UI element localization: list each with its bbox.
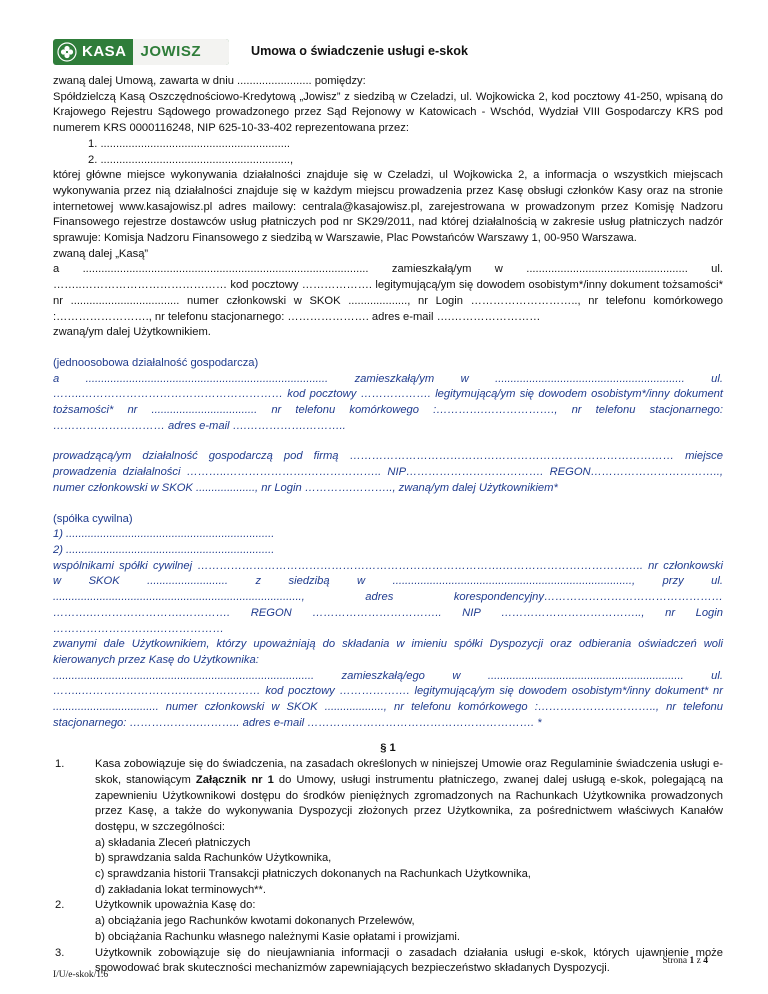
current-page: 1 [689, 956, 695, 966]
item-1-text-post: do Umowy, usługi instrumentu płatniczego, zwanej dalej usługą e-skok, polegającą na zapewnieniu Użytkownikowi dostępu do środków pieniężnych zgromadzonych na Rachunkach Użytkownika prowadzonych przez Kasę, a także do wykonywania Dyspozycji złożonych przez Użytkownika, za pośrednictwem właściwych Kanałów dostępu, w szczególności: [95, 773, 723, 833]
user-alias: zwaną/ym dalej Użytkownikiem. [53, 326, 211, 339]
sub-item: b) sprawdzania salda Rachunków Użytkownika, [95, 852, 332, 865]
page-label: Strona [662, 956, 688, 966]
kasa-alias: zwaną dalej „Kasą” [53, 247, 149, 260]
document-version: I/U/e-skok/1.6 [53, 970, 109, 980]
item-1-text-pre: Kasa zobowiązuje się do świadczenia, na zasadach określonych w niniejszej Umowie oraz Regulaminie świadczenia usługi e-skok, stanowiącym [95, 758, 723, 786]
clover-logo-icon [57, 42, 77, 62]
civil-heading: (spółka cywilna) [53, 512, 133, 525]
page-number [662, 954, 708, 970]
item-2-text: Użytkownik upoważnia Kasę do: [95, 899, 256, 912]
document-title: Umowa o świadczenie usługi e-skok [251, 44, 468, 59]
intro-main-paragraph: której główne miejsce wykonywania działalności znajduje się w Czeladzi, ul Wojkowicka 2, a informacja o wszystkich miejscach wykonywania przez nią działalności znajduje się w każdym miejscu prowadzenia przez Kasę obsługi członków Kasy oraz na stronie internetowej www.kasajowisz.pl adres mailowy: centrala@kasajowisz.pl, zarejestrowana w prowadzonym przez Komisję Nadzoru Finansowego rejestrze dostawców usług płatniczych pod nr SK29/2011, nad której działalnością w zakresie usług płatniczych nadzór sprawuje: Komisja Nadzoru Finansowego z siedzibą w Warszawie, Plac Powstańców Warszawy 1, 00-950 Warszawa. [53, 169, 723, 245]
sole-heading: (jednoosobowa działalność gospodarcza) [53, 356, 259, 369]
representative-2: 2. ............................................................., [88, 153, 294, 166]
civil-partner-2: 2) ................................................................... [53, 543, 275, 556]
attachment-reference: Załącznik nr 1 [195, 773, 274, 786]
section-1-body [53, 757, 723, 977]
civil-partners-paragraph: wspólnikami spółki cywilnej ……………………………………………………………………….……………………………….. nr członkowski w SKOK .......................... z siedzibą w ............................................................................., przy ul. ................................................................................, adres korespondencyjny………………………………………… ……….…………………….…………. REGON …………………………….. NIP ……………………………….., nr Login ……………………….……………… [53, 559, 723, 635]
sub-item: c) sprawdzania historii Transakcji płatniczych dokonanych na Rachunkach Użytkownika, [95, 868, 531, 881]
sub-item: b) obciążania Rachunku własnego należnymi Kasie opłatami i prowizjami. [95, 930, 461, 943]
user-person-paragraph: a ............................................................................................ zamieszkałą/ym w .................................................... ul. ……..………………………………… kod pocztowy ………………. legitymującą/ym się dowodem osobistym*/inny dokument tożsamości* nr ................................... numer członkowski w SKOK ..................., nr Login ……………………….., nr telefonu komórkowego :……………………., nr telefonu stacjonarnego: …………………. adres e-mail ….…………………… [53, 263, 723, 323]
section-1-item-2 [53, 898, 723, 945]
item-number: 1. [55, 758, 65, 771]
logo-kasa-text: KASA [82, 43, 127, 61]
kasa-jowisz-logo [53, 39, 229, 65]
intro-section [53, 74, 723, 341]
sole-business-paragraph: prowadzącą/ym działalność gospodarczą pod firmą …………………………………………………………………………… miejsce prowadzenia działalności ………..………………….……………….. NIP………………………………. REGON…………………………….., numer członkowski w SKOK ..................., nr Login ………….……….., zwaną/ym dalej Użytkownikiem* [53, 450, 723, 494]
civil-partner-1: 1) ................................................................... [53, 528, 275, 541]
logo-jowisz-text: JOWISZ [133, 39, 229, 65]
total-pages: 4 [703, 956, 708, 966]
sub-item: d) zakładania lokat terminowych**. [95, 883, 267, 896]
document-header [53, 36, 723, 68]
sole-proprietorship-section [53, 356, 723, 497]
sub-item: a) obciążania jego Rachunków kwotami dokonanych Przelewów, [95, 915, 415, 928]
document-page [53, 36, 723, 977]
intro-line-1: zwaną dalej Umową, zawarta w dniu ........................ pomiędzy: [53, 75, 366, 87]
sub-item: a) składania Zleceń płatniczych [95, 836, 251, 849]
page-of: z [696, 956, 701, 966]
item-number: 2. [55, 899, 65, 912]
section-1-item-3 [53, 946, 723, 977]
civil-authorization-paragraph: zwanymi dale Użytkownikiem, którzy upoważniają do składania w imieniu spółki Dyspozycji oraz odbierania oświadczeń woli kierowanych przez Kasę do Użytkownika: [53, 638, 723, 666]
civil-person-paragraph: .................................................................................... zamieszkałą/ego w ............................................................... ul. ……..………………………………………… kod pocztowy ………………. legitymującą/ym się dowodem osobistym*/inny dokument* nr .................................. numer członkowski w SKOK ..................., nr telefonu komórkowego :………………………….., nr telefonu stacjonarnego: ……………….……….. adres e-mail ……………………………………………………. * [53, 669, 723, 729]
section-1-item-1 [53, 757, 723, 898]
item-3-text: Użytkownik zobowiązuje się do nieujawniania informacji o zasadach działania usługi e-skok, których ujawnienie może spowodować brak skuteczności mechanizmów zapewniających bezpieczeństwo składanych Dyspozycji. [95, 946, 723, 975]
item-number: 3. [55, 946, 65, 959]
sole-person-paragraph: a .............................................................................. zamieszkałą/ym w ............................................................. ul. ……..……………………………………………… kod pocztowy ………………. legitymującą/ym się dowodem osobistym*/inny dokument tożsamości* nr .................................. nr telefonu komórkowego :………….………………., nr telefonu stacjonarnego: ………………………… adres e-mail ….…………….……….. [53, 372, 723, 432]
civil-partnership-section [53, 512, 723, 732]
section-1-title: § 1 [380, 742, 396, 755]
representative-1: 1. ............................................................. [88, 137, 291, 150]
intro-line-2: Spółdzielczą Kasą Oszczędnościowo-Kredytową „Jowisz” z siedzibą w Czeladzi, ul. Wojkowicka 2, kod pocztowy 41-250, wpisaną do Krajowego Rejestru Sądowego prowadzonego przez Sąd Rejonowy w Katowicach - Wschód, Wydział VIII Gospodarczy KRS pod numerem KRS 0000116248, NIP 625-10-33-402 reprezentowana przez: [53, 90, 723, 135]
